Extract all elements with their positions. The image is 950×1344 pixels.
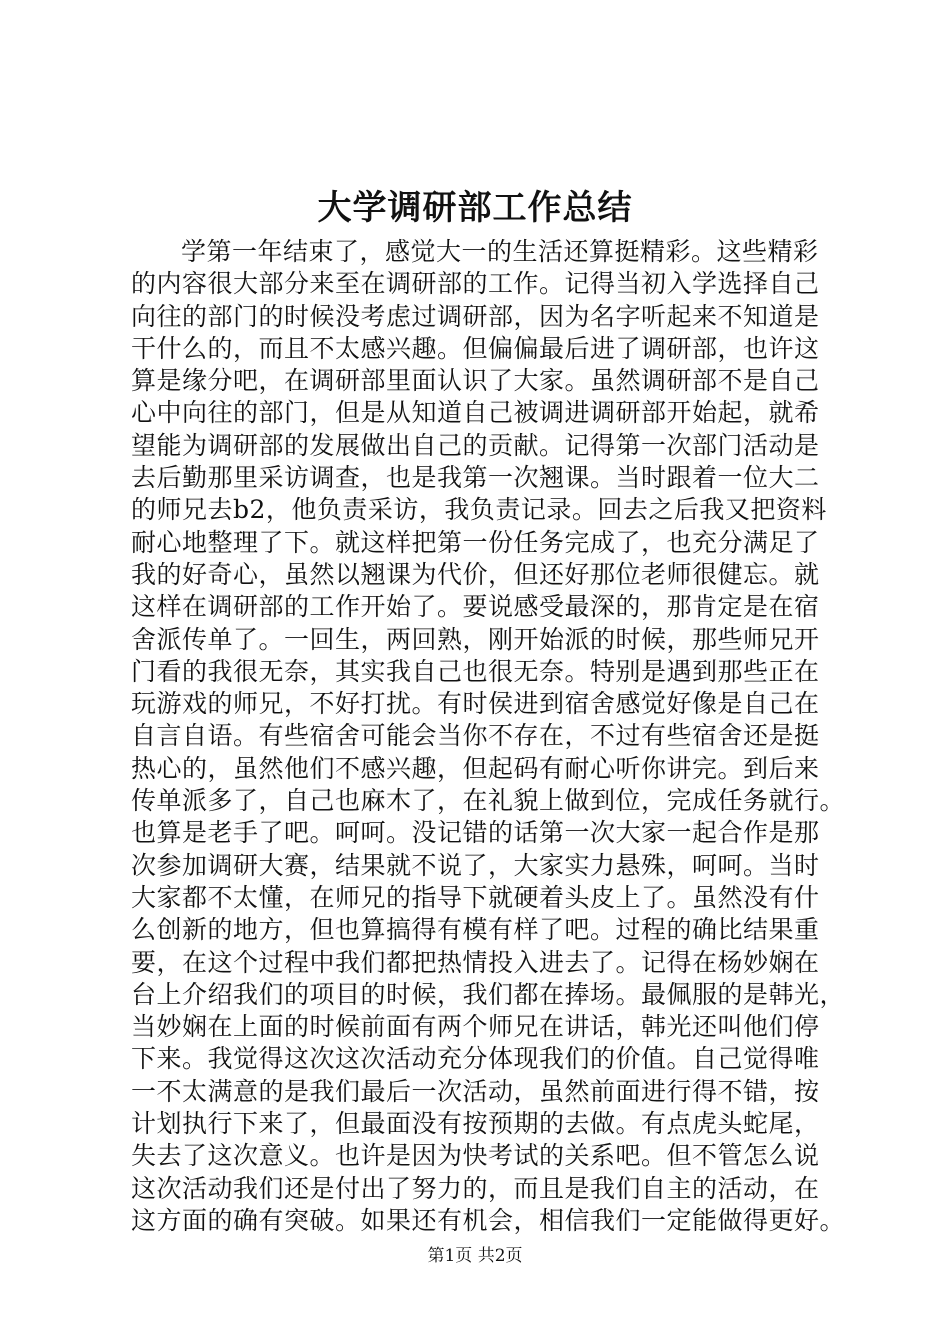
body-line: 热心的，虽然他们不感兴趣，但起码有耐心听你讲完。到后来 [131, 753, 820, 783]
body-line: 这次活动我们还是付出了努力的，而且是我们自主的活动，在 [131, 1173, 820, 1203]
body-line: 耐心地整理了下。就这样把第一份任务完成了，也充分满足了 [131, 527, 820, 557]
body-line: 这样在调研部的工作开始了。要说感受最深的，那肯定是在宿 [131, 592, 820, 622]
body-line: 门看的我很无奈，其实我自己也很无奈。特别是遇到那些正在 [131, 656, 820, 686]
body-line: 干什么的，而且不太感兴趣。但偏偏最后进了调研部，也许这 [131, 333, 820, 363]
body-line: 望能为调研部的发展做出自己的贡献。记得第一次部门活动是 [131, 430, 820, 460]
body-line: 失去了这次意义。也许是因为快考试的关系吧。但不管怎么说 [131, 1141, 820, 1171]
body-line: 的师兄去b2，他负责采访，我负责记录。回去之后我又把资料 [131, 495, 827, 525]
body-line: 当妙娴在上面的时候前面有两个师兄在讲话，韩光还叫他们停 [131, 1012, 820, 1042]
body-line: 我的好奇心，虽然以翘课为代价，但还好那位老师很健忘。就 [131, 559, 820, 589]
body-line: 去后勤那里采访调查，也是我第一次翘课。当时跟着一位大二 [131, 463, 820, 493]
body-line: 要，在这个过程中我们都把热情投入进去了。记得在杨妙娴在 [131, 947, 820, 977]
body-line: 么创新的地方，但也算搞得有模有样了吧。过程的确比结果重 [131, 915, 820, 945]
body-line: 算是缘分吧，在调研部里面认识了大家。虽然调研部不是自己 [131, 366, 820, 396]
body-line: 向往的部门的时候没考虑过调研部，因为名字听起来不知道是 [131, 301, 820, 331]
body-line: 次参加调研大赛，结果就不说了，大家实力悬殊，呵呵。当时 [131, 850, 820, 880]
body-line: 一不太满意的是我们最后一次活动，虽然前面进行得不错，按 [131, 1076, 820, 1106]
body-line: 心中向往的部门，但是从知道自己被调进调研部开始起，就希 [131, 398, 820, 428]
body-line: 计划执行下来了，但最面没有按预期的去做。有点虎头蛇尾， [131, 1109, 820, 1139]
body-line: 玩游戏的师兄，不好打扰。有时侯进到宿舍感觉好像是自己在 [131, 689, 820, 719]
body-line: 舍派传单了。一回生，两回熟，刚开始派的时候，那些师兄开 [131, 624, 820, 654]
body-line: 台上介绍我们的项目的时候，我们都在捧场。最佩服的是韩光， [131, 979, 846, 1009]
body-line: 自言自语。有些宿舍可能会当你不存在，不过有些宿舍还是挺 [131, 721, 820, 751]
body-line: 也算是老手了吧。呵呵。没记错的话第一次大家一起合作是那 [131, 818, 820, 848]
body-line: 下来。我觉得这次这次活动充分体现我们的价值。自己觉得唯 [131, 1044, 820, 1074]
document-title: 大学调研部工作总结 [317, 188, 633, 228]
page-number-footer: 第1页 共2页 [427, 1246, 523, 1266]
body-line: 这方面的确有突破。如果还有机会，相信我们一定能做得更好。 [131, 1205, 846, 1235]
body-line: 大家都不太懂，在师兄的指导下就硬着头皮上了。虽然没有什 [131, 882, 820, 912]
body-line: 学第一年结束了，感觉大一的生活还算挺精彩。这些精彩 [181, 237, 819, 266]
body-line: 传单派多了，自己也麻木了，在礼貌上做到位，完成任务就行。 [131, 786, 846, 816]
body-line: 的内容很大部分来至在调研部的工作。记得当初入学选择自己 [131, 269, 820, 299]
document-body [131, 236, 846, 1237]
